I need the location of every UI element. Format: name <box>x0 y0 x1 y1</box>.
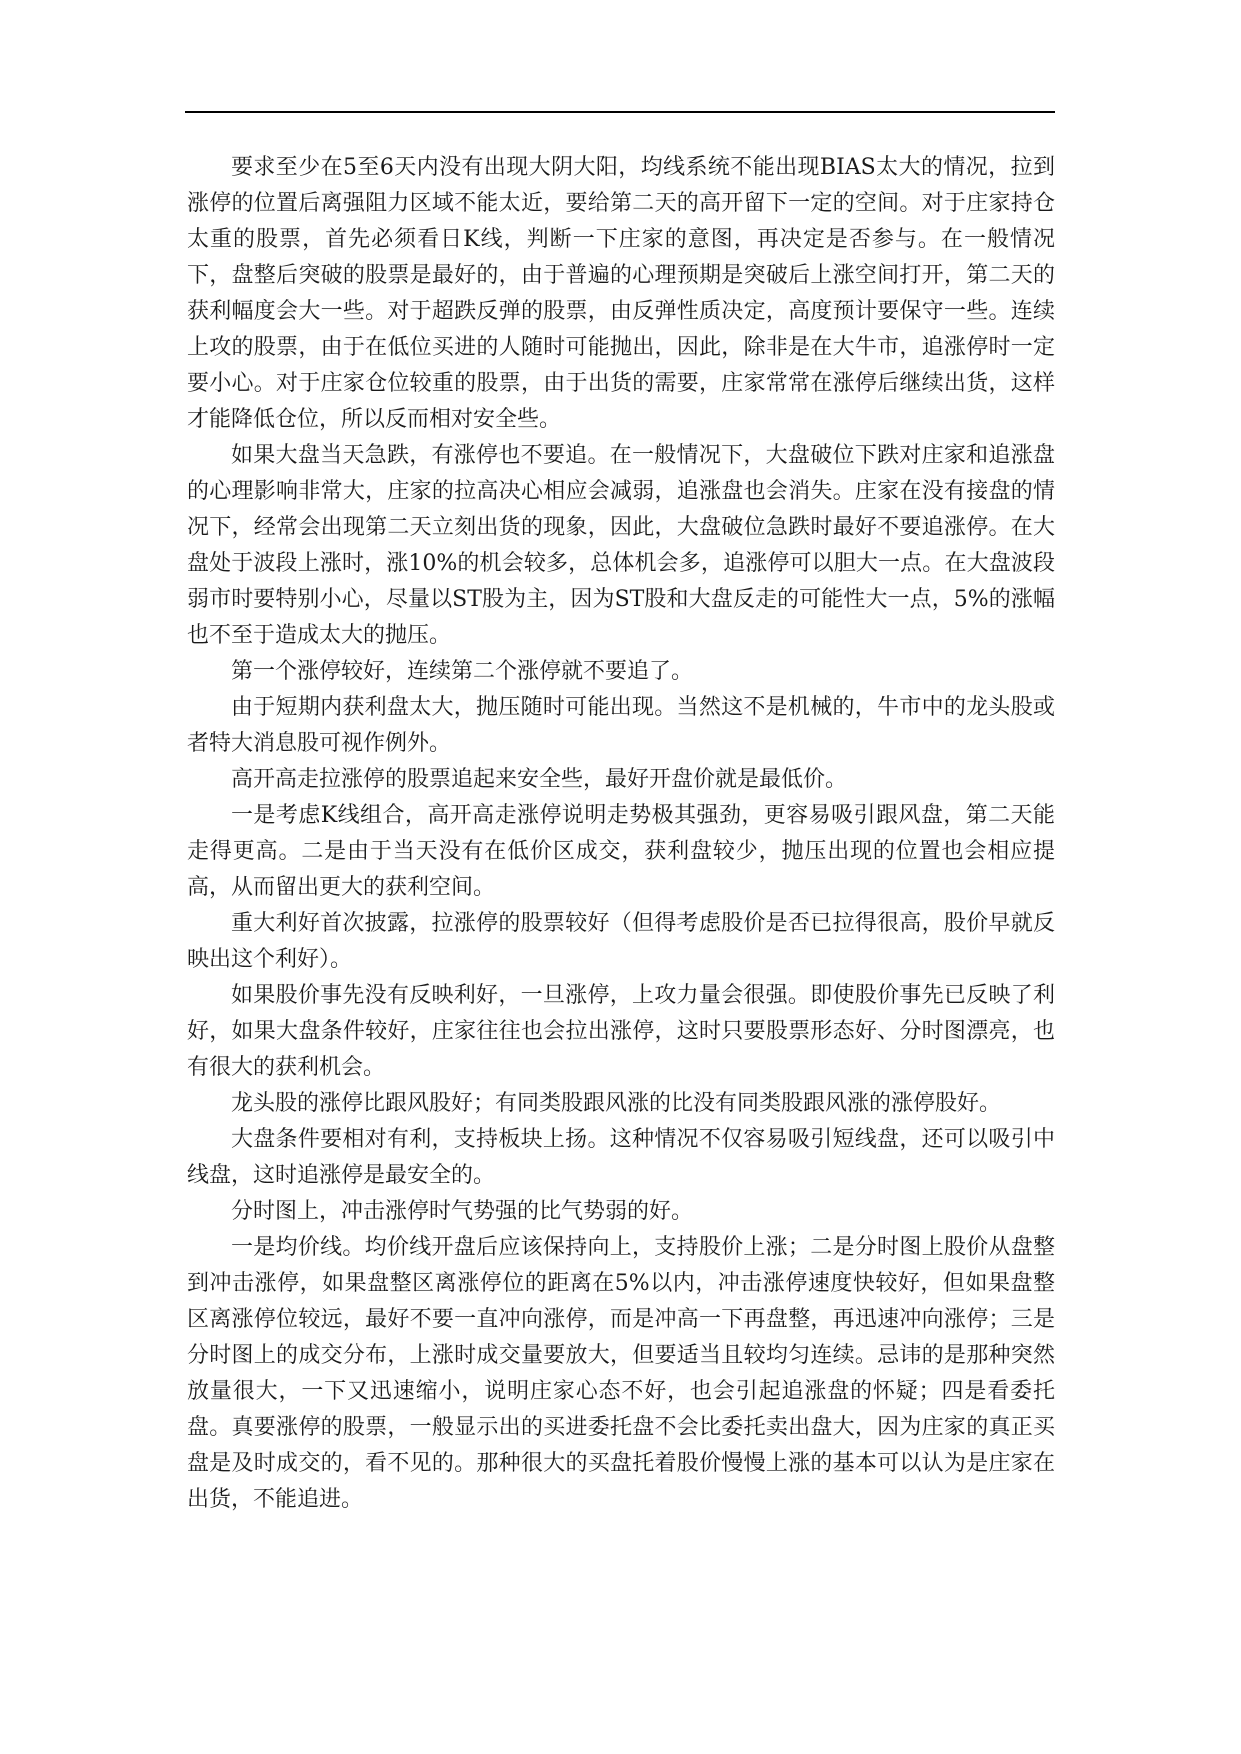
paragraph: 一是考虑K线组合，高开高走涨停说明走势极其强劲，更容易吸引跟风盘，第二天能走得更高。二是由于当天没有在低价区成交，获利盘较少，抛压出现的位置也会相应提高，从而留出更大的获利空间。 <box>187 803 1055 900</box>
paragraph: 大盘条件要相对有利，支持板块上扬。这种情况不仅容易吸引短线盘，还可以吸引中线盘，这时追涨停是最安全的。 <box>187 1127 1055 1188</box>
paragraph: 分时图上，冲击涨停时气势强的比气势弱的好。 <box>231 1199 694 1224</box>
document-body <box>187 150 1055 1518</box>
paragraph: 第一个涨停较好，连续第二个涨停就不要追了。 <box>231 659 694 684</box>
paragraph: 龙头股的涨停比跟风股好；有同类股跟风涨的比没有同类股跟风涨的涨停股好。 <box>231 1091 1002 1116</box>
paragraph: 高开高走拉涨停的股票追起来安全些，最好开盘价就是最低价。 <box>231 767 848 792</box>
paragraph: 由于短期内获利盘太大，抛压随时可能出现。当然这不是机械的，牛市中的龙头股或者特大消息股可视作例外。 <box>187 695 1055 756</box>
paragraph: 一是均价线。均价线开盘后应该保持向上，支持股价上涨；二是分时图上股价从盘整到冲击涨停，如果盘整区离涨停位的距离在5%以内，冲击涨停速度快较好，但如果盘整区离涨停位较远，最好不要一直冲向涨停，而是冲高一下再盘整，再迅速冲向涨停；三是分时图上的成交分布，上涨时成交量要放大，但要适当且较均匀连续。忌讳的是那种突然放量很大，一下又迅速缩小，说明庄家心态不好，也会引起追涨盘的怀疑；四是看委托盘。真要涨停的股票，一般显示出的买进委托盘不会比委托卖出盘大，因为庄家的真正买盘是及时成交的，看不见的。那种很大的买盘托着股价慢慢上涨的基本可以认为是庄家在出货，不能追进。 <box>187 1235 1055 1512</box>
header-rule <box>185 111 1055 113</box>
paragraph: 如果股价事先没有反映利好，一旦涨停，上攻力量会很强。即使股价事先已反映了利好，如果大盘条件较好，庄家往往也会拉出涨停，这时只要股票形态好、分时图漂亮，也有很大的获利机会。 <box>187 983 1055 1080</box>
paragraph: 如果大盘当天急跌，有涨停也不要追。在一般情况下，大盘破位下跌对庄家和追涨盘的心理影响非常大，庄家的拉高决心相应会减弱，追涨盘也会消失。庄家在没有接盘的情况下，经常会出现第二天立刻出货的现象，因此，大盘破位急跌时最好不要追涨停。在大盘处于波段上涨时，涨10%的机会较多，总体机会多，追涨停可以胆大一点。在大盘波段弱市时要特别小心，尽量以ST股为主，因为ST股和大盘反走的可能性大一点，5%的涨幅也不至于造成太大的抛压。 <box>187 443 1055 648</box>
paragraph: 重大利好首次披露，拉涨停的股票较好（但得考虑股价是否已拉得很高，股价早就反映出这个利好）。 <box>187 911 1055 972</box>
paragraph: 要求至少在5至6天内没有出现大阴大阳，均线系统不能出现BIAS太大的情况，拉到涨停的位置后离强阻力区域不能太近，要给第二天的高开留下一定的空间。对于庄家持仓太重的股票，首先必须看日K线，判断一下庄家的意图，再决定是否参与。在一般情况下，盘整后突破的股票是最好的，由于普遍的心理预期是突破后上涨空间打开，第二天的获利幅度会大一些。对于超跌反弹的股票，由反弹性质决定，高度预计要保守一些。连续上攻的股票，由于在低位买进的人随时可能抛出，因此，除非是在大牛市，追涨停时一定要小心。对于庄家仓位较重的股票，由于出货的需要，庄家常常在涨停后继续出货，这样才能降低仓位，所以反而相对安全些。 <box>187 155 1055 432</box>
